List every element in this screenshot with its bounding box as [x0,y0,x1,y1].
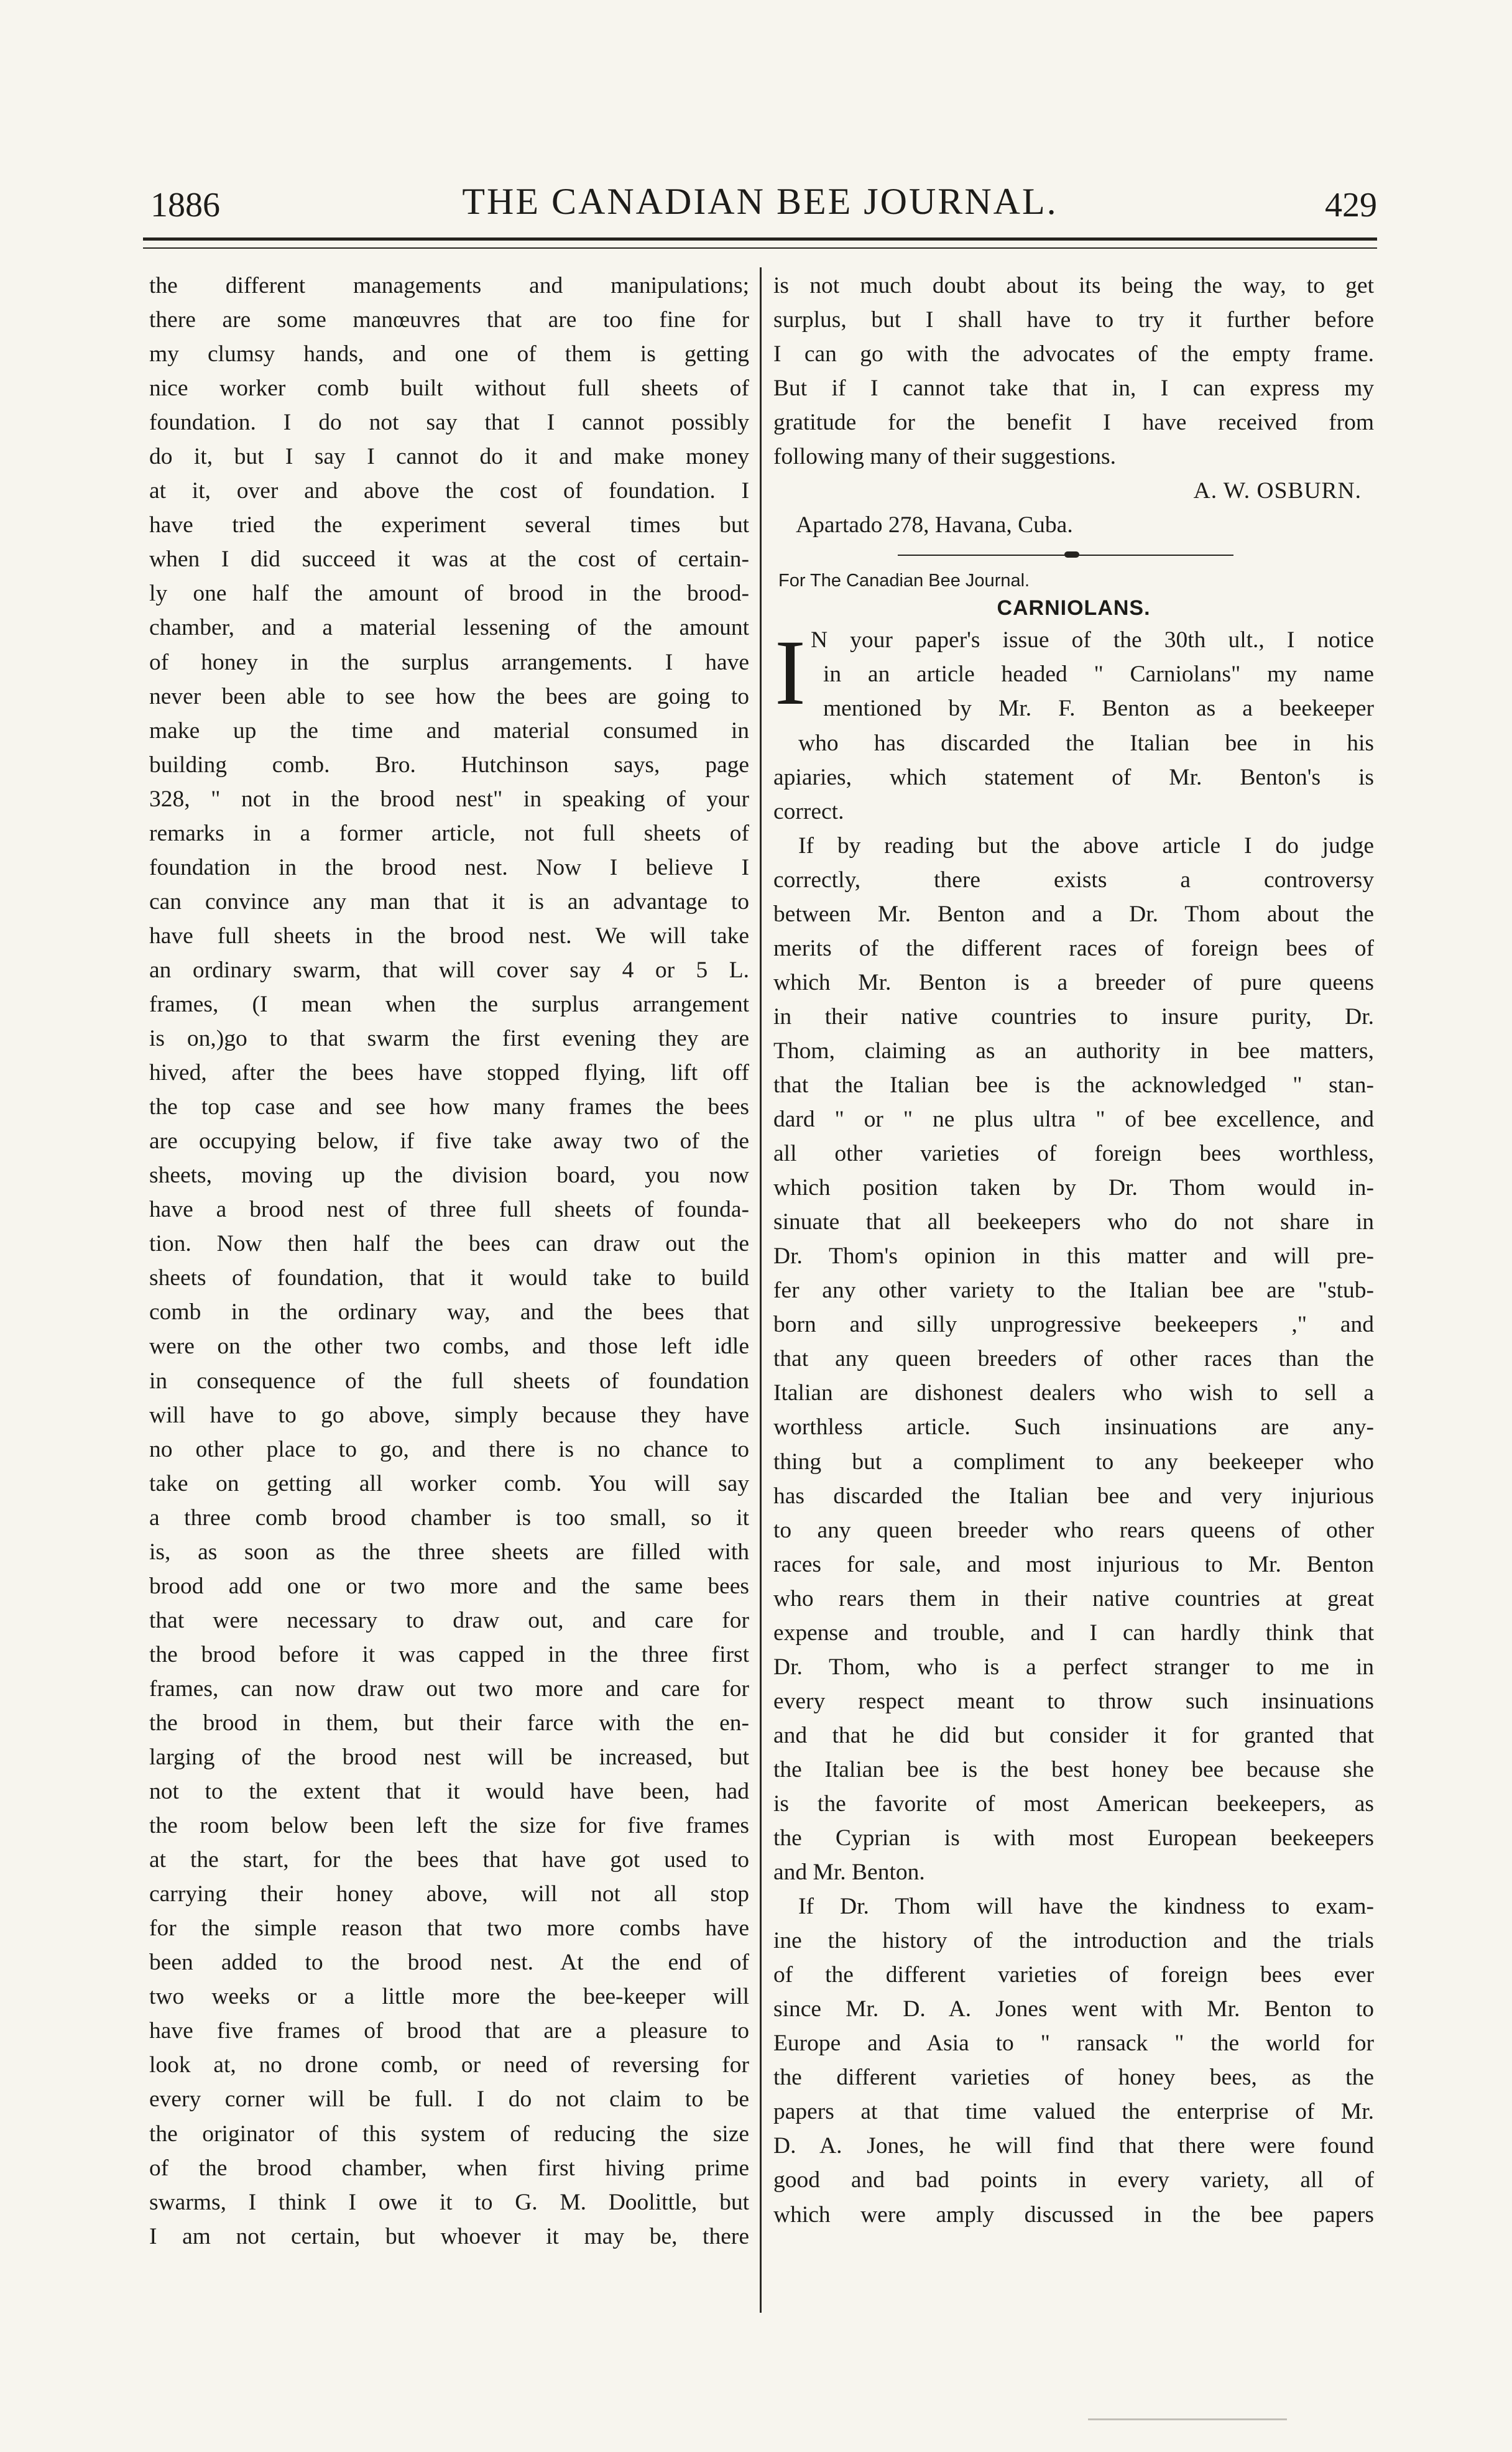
text-line: frames, can now draw out two more and care for [149,1675,749,1702]
text-line: a three comb brood chamber is too small, so it [149,1505,749,1531]
text-line: sheets, moving up the division board, you now [149,1163,749,1189]
text-line: remarks in a former article, not full sheets of [149,820,749,846]
text-line: in their native countries to insure purity, Dr. [773,1003,1374,1030]
text-line: apiaries, which statement of Mr. Benton's is [773,764,1374,790]
text-line: in an article headed " Carniolans" my name [823,661,1374,688]
text-line: since Mr. D. A. Jones went with Mr. Benton to [773,1996,1374,2022]
text-line: can convince any man that it is an advantage to [149,888,749,915]
header-rule [143,237,1377,241]
text-line: are occupying below, if five take away two of the [149,1128,749,1155]
text-line: which Mr. Benton is a breeder of pure queens [773,969,1374,995]
text-line: merits of the different races of foreign bees of [773,935,1374,961]
text-line: good and bad points in every variety, all of [773,2167,1374,2193]
text-line: has discarded the Italian bee and very injurious [773,1483,1374,1509]
text-line: dard " or " ne plus ultra " of bee excellence, and [773,1107,1374,1133]
text-line: brood add one or two more and the same bees [149,1573,749,1599]
text-line: have tried the experiment several times but [149,512,749,538]
page-header [143,174,1377,230]
text-line: were on the other two combs, and those left idle [149,1334,749,1360]
text-line: is, as soon as the three sheets are filled with [149,1539,749,1565]
text-line: born and silly unprogressive beekeepers ," and [773,1312,1374,1338]
text-line: will have to go above, simply because they have [149,1402,749,1428]
text-line: carrying their honey above, will not all stop [149,1881,749,1907]
text-line: every respect meant to throw such insinuations [773,1688,1374,1714]
text-line: nice worker comb built without full sheets of [149,376,749,402]
text-line: the different managements and manipulations; [149,273,749,298]
header-rule-thin [143,247,1377,249]
text-line: papers at that time valued the enterprise of Mr. [773,2099,1374,2125]
text-line: when I did succeed it was at the cost of certain- [149,546,749,573]
text-line: ly one half the amount of brood in the brood- [149,581,749,607]
text-line: at the start, for the bees that have got used to [149,1847,749,1873]
text-line: thing but a compliment to any beekeeper who [773,1449,1374,1475]
text-line: the brood in them, but their farce with the en- [149,1710,749,1736]
text-line: building comb. Bro. Hutchinson says, page [149,752,749,778]
text-line: comb in the ordinary way, and the bees that [149,1299,749,1325]
text-line: the Cyprian is with most European beekeepers [773,1825,1374,1851]
article-heading: CARNIOLANS. [997,596,1151,620]
text-line: frames, (I mean when the surplus arrangement [149,991,749,1017]
text-line: which were amply discussed in the bee papers [773,2201,1374,2228]
text-line: But if I cannot take that in, I can express my [773,376,1374,402]
text-line: the Italian bee is the best honey bee because she [773,1756,1374,1782]
text-line: of the brood chamber, when first hiving prime [149,2155,749,2181]
text-line: Dr. Thom, who is a perfect stranger to me in [773,1654,1374,1680]
text-line: If Dr. Thom will have the kindness to exam- [798,1894,1374,1920]
text-line: foundation in the brood nest. Now I believe I [149,854,749,880]
text-line: worthless article. Such insinuations are any- [773,1414,1374,1440]
text-line: races for sale, and most injurious to Mr. Benton [773,1551,1374,1577]
text-line: who has discarded the Italian bee in his [798,730,1374,756]
text-line: correctly, there exists a controversy [773,867,1374,893]
text-line: two weeks or a little more the bee-keeper will [149,1984,749,2010]
text-line: is the favorite of most American beekeepers, as [773,1791,1374,1817]
text-line: Italian are dishonest dealers who wish to sell a [773,1380,1374,1406]
page-number: 429 [1325,186,1377,224]
author-signature: A. W. OSBURN. [1193,478,1362,504]
author-address: Apartado 278, Havana, Cuba. [796,512,1073,538]
text-line: correct. [773,798,844,824]
text-line: chamber, and a material lessening of the amount [149,615,749,641]
text-line: is on,)go to that swarm the first evening they are [149,1026,749,1052]
text-line: ine the history of the introduction and the trials [773,1928,1374,1954]
text-line: all other varieties of foreign bees worthless, [773,1141,1374,1167]
text-line: I can go with the advocates of the empty frame. [773,341,1374,367]
text-line: to any queen breeder who rears queens of other [773,1517,1374,1543]
text-line: the room below been left the size for five frames [149,1813,749,1839]
text-line: If by reading but the above article I do judge [798,832,1374,859]
text-line: is not much doubt about its being the way, to get [773,273,1374,298]
text-line: who rears them in their native countries at great [773,1585,1374,1611]
text-line: foundation. I do not say that I cannot possibly [149,410,749,436]
text-line: D. A. Jones, he will find that there were found [773,2133,1374,2159]
text-line: for the simple reason that two more combs have [149,1915,749,1942]
text-line: between Mr. Benton and a Dr. Thom about the [773,901,1374,927]
text-line: there are some manœuvres that are too fine for [149,307,749,333]
text-line: larging of the brood nest will be increased, but [149,1745,749,1771]
text-line: of the different varieties of foreign bees ever [773,1962,1374,1988]
journal-title: THE CANADIAN BEE JOURNAL. [462,181,1058,222]
text-line: an ordinary swarm, that will cover say 4 or 5 L. [149,957,749,983]
column-divider [760,267,762,2313]
text-line: that were necessary to draw out, and care for [149,1607,749,1633]
text-line: sheets of foundation, that it would take to build [149,1265,749,1291]
article-source: For The Canadian Bee Journal. [778,571,1030,591]
text-line: the top case and see how many frames the bees [149,1094,749,1120]
text-line: 328, " not in the brood nest" in speaking of your [149,786,749,812]
text-line: my clumsy hands, and one of them is getting [149,341,749,367]
right-column [773,269,1374,2232]
text-line: at it, over and above the cost of foundation. I [149,478,749,504]
text-line: Dr. Thom's opinion in this matter and will pre- [773,1243,1374,1270]
text-line: mentioned by Mr. F. Benton as a beekeeper [823,696,1374,722]
text-line: Thom, claiming as an authority in bee matters, [773,1038,1374,1064]
text-line: have a brood nest of three full sheets of founda- [149,1197,749,1223]
text-line: of honey in the surplus arrangements. I have [149,649,749,675]
text-line: take on getting all worker comb. You will say [149,1470,749,1496]
header-year: 1886 [150,186,220,224]
text-line: have five frames of brood that are a pleasure to [149,2018,749,2044]
text-line: I am not certain, but whoever it may be, there [149,2223,749,2249]
separator-ornament [1053,550,1090,559]
text-line: gratitude for the benefit I have received from [773,410,1374,436]
text-line: the different varieties of honey bees, as the [773,2065,1374,2091]
text-line: that any queen breeders of other races than the [773,1346,1374,1372]
text-line: the originator of this system of reducing the size [149,2121,749,2147]
text-line: and that he did but consider it for granted that [773,1722,1374,1748]
text-line: not to the extent that it would have been, had [149,1779,749,1805]
text-line: look at, no drone comb, or need of reversing for [149,2052,749,2078]
section-separator [773,542,1374,568]
text-line: expense and trouble, and I can hardly think that [773,1620,1374,1646]
bottom-smudge [1088,2418,1287,2420]
text-line: swarms, I think I owe it to G. M. Doolittle, but [149,2189,749,2215]
text-line: fer any other variety to the Italian bee are "stub- [773,1278,1374,1304]
text-line: make up the time and material consumed in [149,717,749,744]
text-line: never been able to see how the bees are going to [149,683,749,709]
left-column [149,269,749,2254]
text-line: and Mr. Benton. [773,1860,925,1886]
text-line: no other place to go, and there is no chance to [149,1436,749,1462]
text-line: have full sheets in the brood nest. We will take [149,923,749,949]
text-line: been added to the brood nest. At the end of [149,1950,749,1976]
text-line: sinuate that all beekeepers who do not share in [773,1209,1374,1235]
text-line: hived, after the bees have stopped flying, lift off [149,1060,749,1086]
text-line: N your paper's issue of the 30th ult., I notice [811,627,1374,653]
text-line: surplus, but I shall have to try it further before [773,307,1374,333]
text-line: which position taken by Dr. Thom would in- [773,1175,1374,1201]
text-line: do it, but I say I cannot do it and make money [149,444,749,470]
text-line: Europe and Asia to " ransack " the world for [773,2030,1374,2057]
text-line: in consequence of the full sheets of foundation [149,1368,749,1394]
text-line: following many of their suggestions. [773,444,1116,470]
text-line: that the Italian bee is the acknowledged " stan- [773,1072,1374,1098]
text-line: tion. Now then half the bees can draw out the [149,1231,749,1257]
drop-cap: I [775,621,806,725]
article-opening [773,623,1374,726]
text-line: the brood before it was capped in the three first [149,1641,749,1667]
text-line: every corner will be full. I do not claim to be [149,2086,749,2113]
